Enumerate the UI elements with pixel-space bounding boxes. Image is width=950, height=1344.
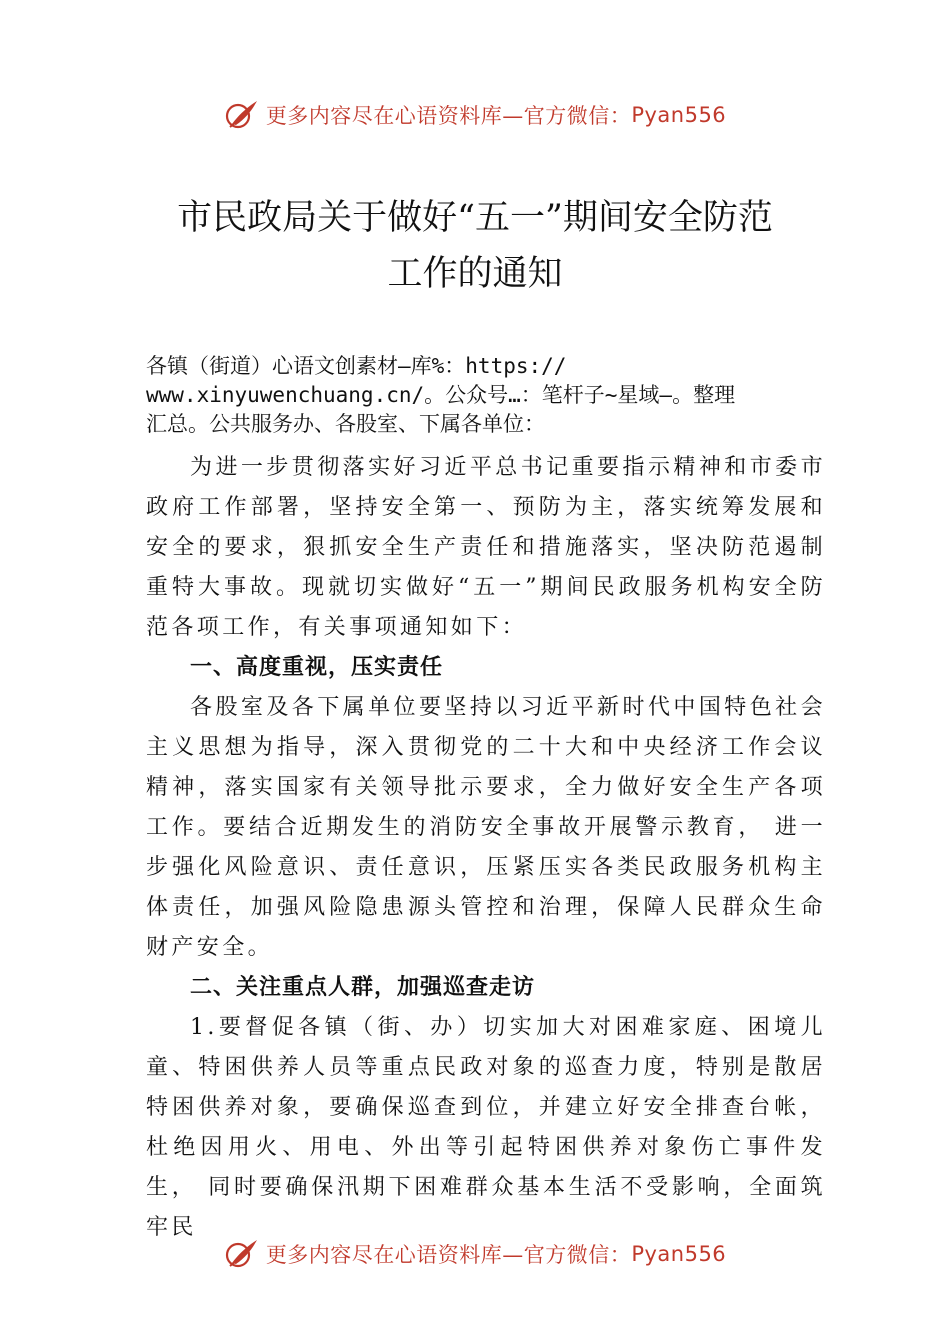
document-body — [146, 448, 826, 1248]
addressee-line-2: www.xinyuwenchuang.cn/。公众号…：笔杆子~星域—。整理 — [146, 383, 736, 407]
feather-pen-logo-icon — [224, 98, 260, 132]
top-banner — [0, 96, 950, 134]
title-line-1: 市民政局关于做好“五一”期间安全防范 — [177, 198, 773, 238]
section-2-heading: 二、关注重点人群，加强巡查走访 — [190, 975, 536, 1000]
document-title — [100, 190, 850, 302]
section-1-heading: 一、高度重视，压实责任 — [190, 655, 444, 680]
banner-text: 更多内容尽在心语资料库—官方微信： — [265, 104, 632, 128]
section-2-item-1: 1.要督促各镇（街、办）切实加大对困难家庭、困境儿童、特困供养人员等重点民政对象的巡查力度，特别是散居特困供养对象，要确保巡查到位，并建立好安全排查台帐， 杜绝因用火、用电、外出等引起特困供养对象伤亡事件发生， 同时要确保汛期下困难群众基本生活不受影响，全面筑牢民 — [146, 1015, 826, 1240]
feather-pen-logo-icon — [224, 1237, 260, 1271]
banner-text: 更多内容尽在心语资料库—官方微信： — [265, 1243, 632, 1267]
addressee-block — [146, 352, 836, 439]
section-1-paragraph: 各股室及各下属单位要坚持以习近平新时代中国特色社会主义思想为指导，深入贯彻党的二十大和中央经济工作会议精神，落实国家有关领导批示要求，全力做好安全生产各项工作。要结合近期发生的消防安全事故开展警示教育， 进一步强化风险意识、责任意识，压紧压实各类民政服务机构主体责任，加强风险隐患源头管控和治理，保障人民群众生命财产安全。 — [146, 695, 826, 960]
bottom-banner — [0, 1235, 950, 1273]
title-line-2: 工作的通知 — [387, 254, 563, 294]
addressee-line-3: 汇总。公共服务办、各股室、下属各单位： — [146, 412, 545, 436]
banner-wechat-id: Pyan556 — [631, 1242, 727, 1266]
banner-wechat-id: Pyan556 — [631, 103, 727, 127]
addressee-line-1: 各镇（街道）心语文创素材—库%：https:// — [146, 354, 567, 378]
intro-paragraph: 为进一步贯彻落实好习近平总书记重要指示精神和市委市政府工作部署，坚持安全第一、预防为主，落实统筹发展和安全的要求，狠抓安全生产责任和措施落实，坚决防范遏制重特大事故。现就切实做好“五一”期间民政服务机构安全防范各项工作，有关事项通知如下： — [146, 455, 826, 640]
